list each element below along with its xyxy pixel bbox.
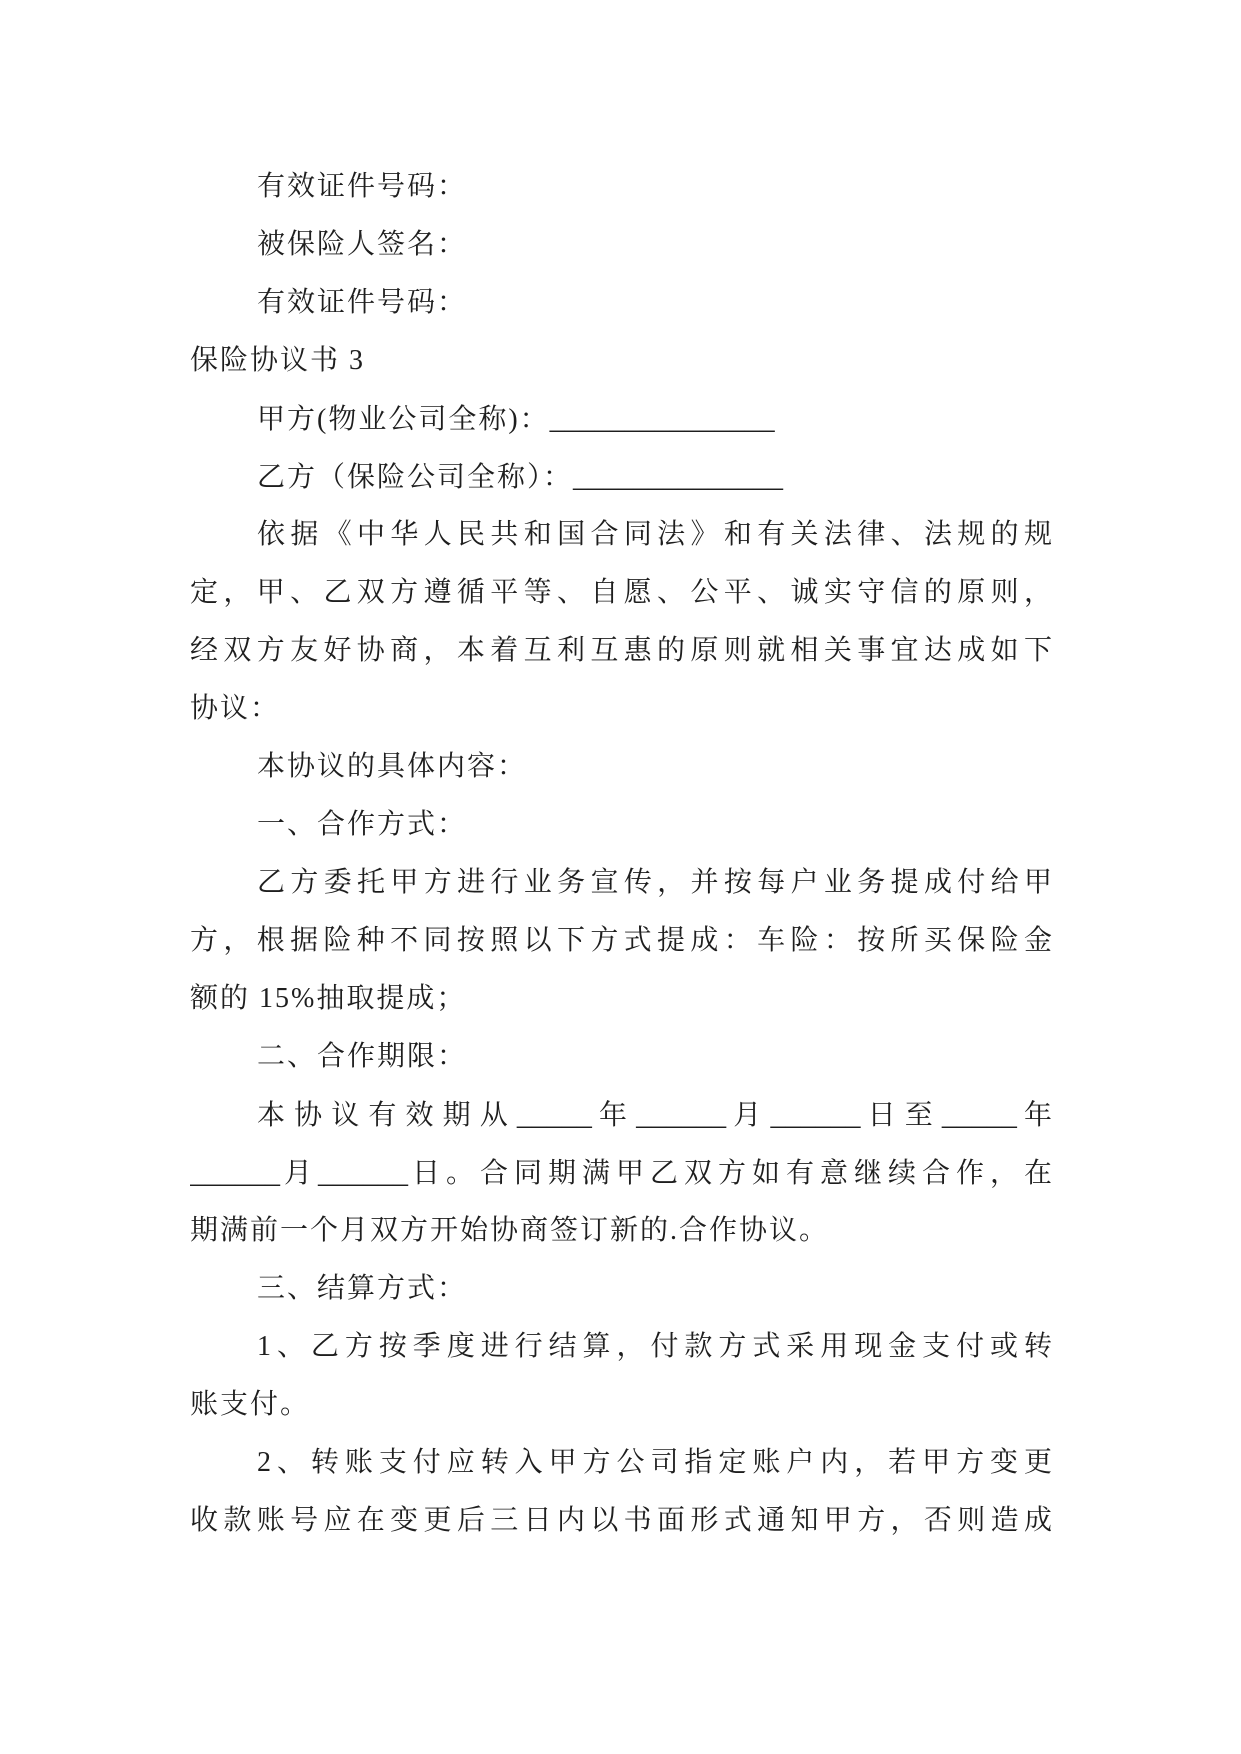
id-number-label: 有效证件号码： <box>257 287 468 318</box>
preamble-line: 经双方友好协商，本着互利互惠的原则就相关事宜达成如下 <box>190 635 1054 666</box>
section-heading-cooperation-term: 二、合作期限： <box>257 1041 468 1072</box>
preamble-line: 依据《中华人民共和国合同法》和有关法律、法规的规 <box>257 519 1054 550</box>
fill-in-blank: ______ <box>190 1156 280 1189</box>
section-text-line: 乙方委托甲方进行业务宣传，并按每户业务提成付给甲 <box>257 867 1054 898</box>
fill-in-blank: _____ <box>941 1098 1017 1131</box>
clause-text-line: 收款账号应在变更后三日内以书面形式通知甲方，否则造成 <box>190 1505 1054 1536</box>
section-text-line: 期满前一个月双方开始协商签订新的.合作协议。 <box>190 1215 830 1246</box>
section-text-line: 额的 15%抽取提成； <box>190 983 467 1014</box>
agreement-title: 保险协议书 3 <box>190 345 366 376</box>
insured-signature-label: 被保险人签名： <box>257 229 468 260</box>
id-number-label: 有效证件号码： <box>257 171 468 202</box>
fill-in-blank: ______________ <box>573 460 784 493</box>
document-body <box>190 158 1054 1550</box>
section-heading-settlement-method: 三、结算方式： <box>257 1273 468 1304</box>
party-b-line: 乙方（保险公司全称）：______________ <box>257 460 784 493</box>
section-text-line: ______月______日。合同期满甲乙双方如有意继续合作，在 <box>190 1156 1054 1189</box>
section-heading-cooperation-method: 一、合作方式： <box>257 809 468 840</box>
fill-in-blank: _____ <box>516 1098 592 1131</box>
clause-text-line: 账支付。 <box>190 1389 311 1420</box>
section-text-line: 方，根据险种不同按照以下方式提成：车险：按所买保险金 <box>190 925 1054 956</box>
party-a-line: 甲方(物业公司全称)：_______________ <box>257 402 775 435</box>
fill-in-blank: ______ <box>770 1098 861 1131</box>
fill-in-blank: ______ <box>318 1156 408 1189</box>
preamble-line: 协议： <box>190 693 281 724</box>
content-heading: 本协议的具体内容： <box>257 751 528 782</box>
fill-in-blank: ______ <box>636 1098 727 1131</box>
clause-text-line: 1、乙方按季度进行结算，付款方式采用现金支付或转 <box>257 1331 1054 1362</box>
clause-text-line: 2、转账支付应转入甲方公司指定账户内，若甲方变更 <box>257 1447 1054 1478</box>
section-text-line: 本协议有效期从_____年______月______日至_____年 <box>257 1098 1054 1131</box>
fill-in-blank: _______________ <box>549 402 775 435</box>
preamble-line: 定，甲、乙双方遵循平等、自愿、公平、诚实守信的原则， <box>190 577 1054 608</box>
